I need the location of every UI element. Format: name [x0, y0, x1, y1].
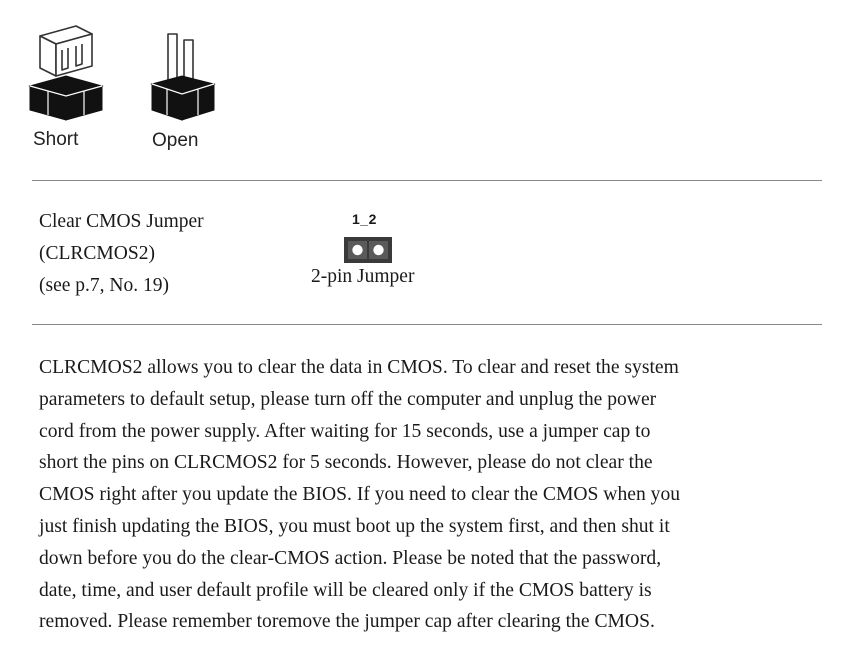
jumper-name: Clear CMOS Jumper	[39, 211, 204, 232]
description-line: date, time, and user default profile will be cleared only if the CMOS battery is	[39, 579, 652, 601]
divider-top	[32, 180, 822, 181]
jumper-page-reference: (see p.7, No. 19)	[39, 275, 169, 296]
description-line: CMOS right after you update the BIOS. If you need to clear the CMOS when you	[39, 484, 681, 506]
description-paragraph	[39, 352, 829, 638]
jumper-cap-icon	[40, 26, 92, 76]
jumper-open-illustration	[148, 32, 218, 128]
short-label: Short	[33, 129, 79, 150]
pin-numbers: 1_2	[352, 211, 377, 227]
description-line: parameters to default setup, please turn off the computer and unplug the power	[39, 388, 657, 410]
pin-header-icon	[30, 76, 102, 120]
pin-header-icon	[152, 76, 214, 120]
jumper-type: 2-pin Jumper	[311, 266, 415, 287]
description-line: down before you do the clear-CMOS action. Please be noted that the password,	[39, 547, 662, 569]
open-label: Open	[152, 130, 199, 151]
description-line: just finish updating the BIOS, you must boot up the system first, and then shut it	[39, 515, 670, 537]
description-line: CLRCMOS2 allows you to clear the data in CMOS. To clear and reset the system	[39, 357, 679, 378]
divider-bottom	[32, 324, 822, 325]
jumper-short-illustration	[26, 20, 106, 128]
jumper-code: (CLRCMOS2)	[39, 243, 155, 264]
two-pin-jumper-icon	[343, 236, 393, 264]
description-line: short the pins on CLRCMOS2 for 5 seconds. However, please do not clear the	[39, 452, 653, 474]
description-line: cord from the power supply. After waiting for 15 seconds, use a jumper cap to	[39, 420, 651, 442]
description-line: removed. Please remember toremove the jumper cap after clearing the CMOS.	[39, 611, 655, 633]
